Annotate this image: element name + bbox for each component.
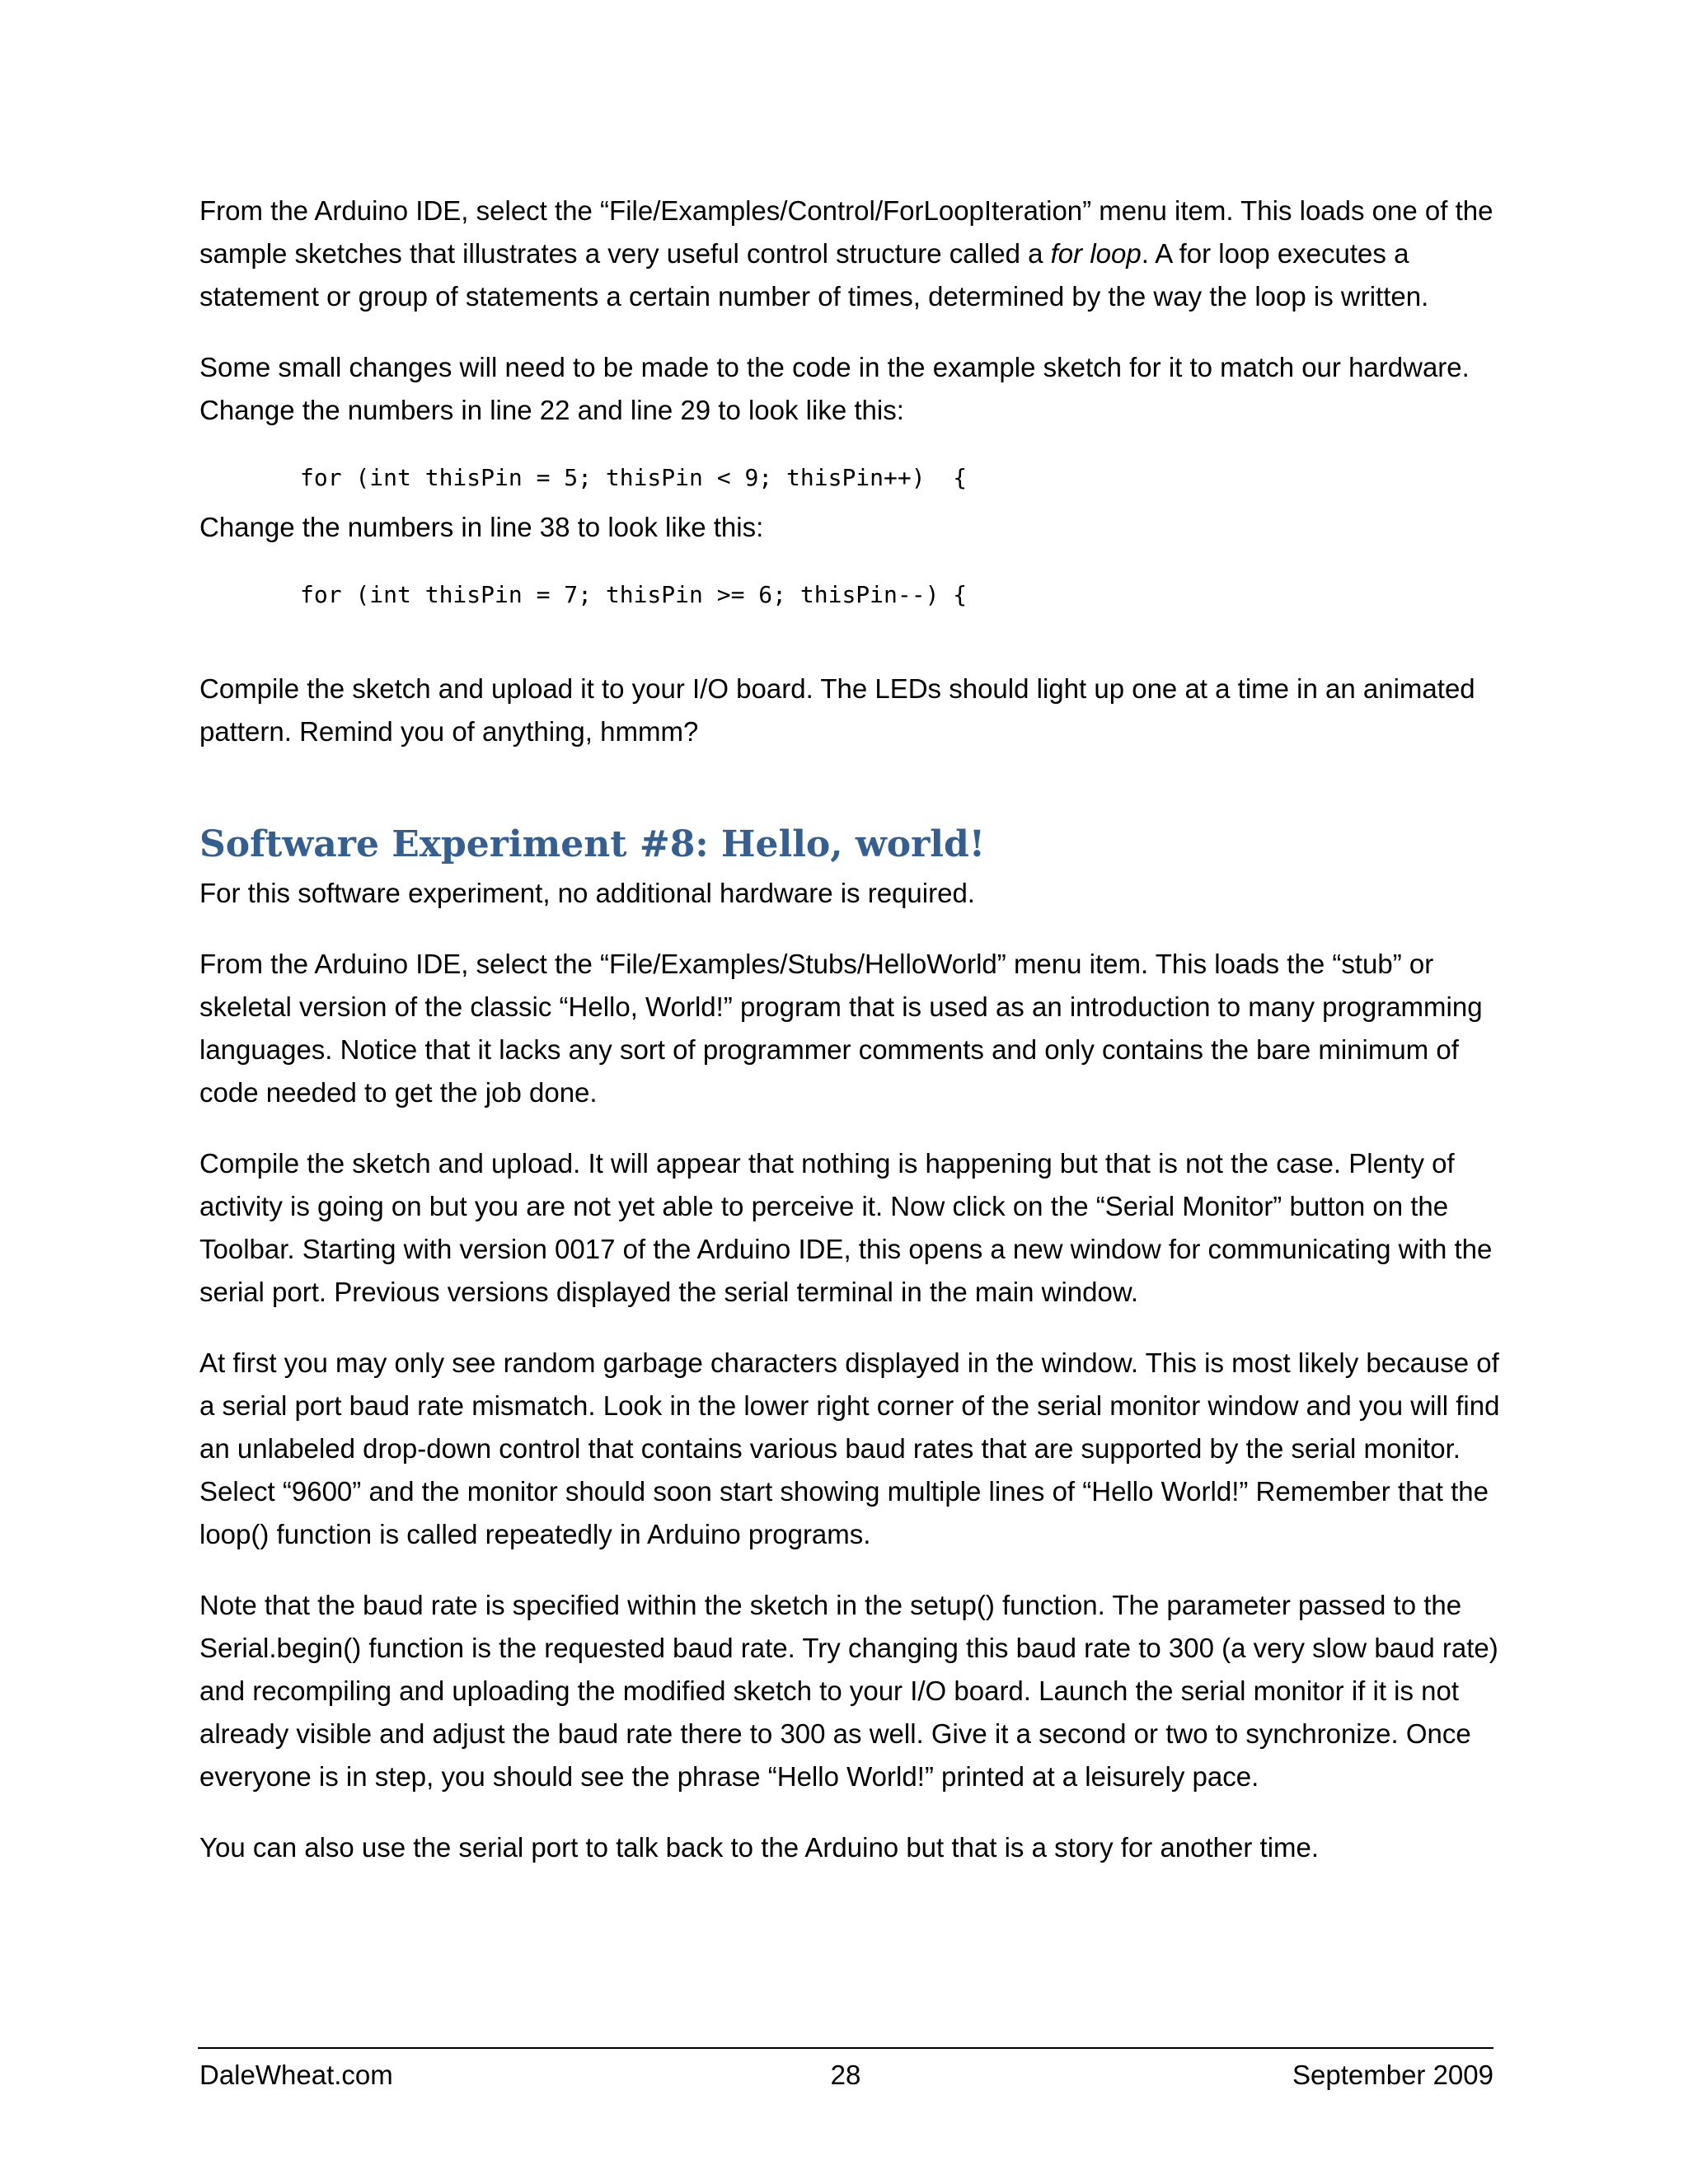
spacer — [199, 623, 1502, 668]
paragraph-code-changes: Some small changes will need to be made to the code in the example sketch for it to match our hardware. Change the numbers in line 22 and line 29 to look like this: — [199, 352, 1470, 425]
page-footer — [198, 2047, 1493, 2095]
paragraph-baud-mismatch: At first you may only see random garbage characters displayed in the window. This is most likely because of a serial port baud rate mismatch. Look in the lower right corner of the serial monitor window and you will find an unlabeled drop-down control that contains various baud rates that are supported by the serial monitor. Select “9600” and the monitor should soon start showing multiple lines of “Hello World!” Remember that the loop() function is called repeatedly in Arduino programs. — [199, 1347, 1500, 1549]
paragraph-serial-monitor: Compile the sketch and upload. It will appear that nothing is happening but that is not the case. Plenty of activity is going on but you are not yet able to perceive it. Now click on the “Serial Monitor” button on the Toolbar. Starting with version 0017 of the Arduino IDE, this opens a new window for communicating with the serial port. Previous versions displayed the serial terminal in the main window. — [199, 1148, 1493, 1307]
document-body — [199, 190, 1502, 1897]
footer-page-number: 28 — [830, 2060, 861, 2090]
paragraph-compile-upload-leds: Compile the sketch and upload it to your I/O board. The LEDs should light up one at a time in an animated pattern. Remind you of anything, hmmm? — [199, 673, 1475, 747]
paragraph-line-38: Change the numbers in line 38 to look like this: — [199, 512, 764, 542]
for-loop-intro-text: From the Arduino IDE, select the “File/Examples/Control/ForLoopIteration” menu item. This loads one of the sample sketches that illustrates a very useful control structure called a — [199, 195, 1493, 269]
paragraph-for-loop-intro — [199, 190, 1502, 318]
paragraph-hello-world-stub: From the Arduino IDE, select the “File/Examples/Stubs/HelloWorld” menu item. This loads the “stub” or skeletal version of the classic “Hello, World!” program that is used as an introduction to many programming languages. Notice that it lacks any sort of programmer comments and only contains the bare minimum of code needed to get the job done. — [199, 949, 1483, 1108]
paragraph-no-hardware: For this software experiment, no additional hardware is required. — [199, 878, 975, 908]
paragraph-baud-rate-setup: Note that the baud rate is specified within the sketch in the setup() function. The parameter passed to the Serial.begin() function is the requested baud rate. Try changing this baud rate to 300 (a very slow baud rate) and recompiling and uploading the modified sketch to your I/O board. Launch the serial monitor if it is not already visible and adjust the baud rate there to 300 as well. Give it a second or two to synchronize. Once everyone is in step, you should see the phrase “Hello World!” printed at a leisurely pace. — [199, 1590, 1498, 1792]
code-snippet-line-22-29: for (int thisPin = 5; thisPin < 9; thisPin++) { — [300, 464, 968, 491]
footer-website: DaleWheat.com — [199, 2060, 393, 2090]
paragraph-talk-back: You can also use the serial port to talk back to the Arduino but that is a story for another time. — [199, 1832, 1320, 1863]
code-snippet-line-38: for (int thisPin = 7; thisPin >= 6; thisPin--) { — [300, 581, 968, 608]
for-loop-intro-text-end: . A for loop executes a statement or group of statements a certain number of times, determined by the way the loop is written. — [199, 238, 1429, 312]
section-heading-experiment-8: Software Experiment #8: Hello, world! — [199, 823, 986, 865]
for-loop-emphasis: for loop — [1050, 238, 1142, 269]
footer-date: September 2009 — [1292, 2060, 1493, 2090]
